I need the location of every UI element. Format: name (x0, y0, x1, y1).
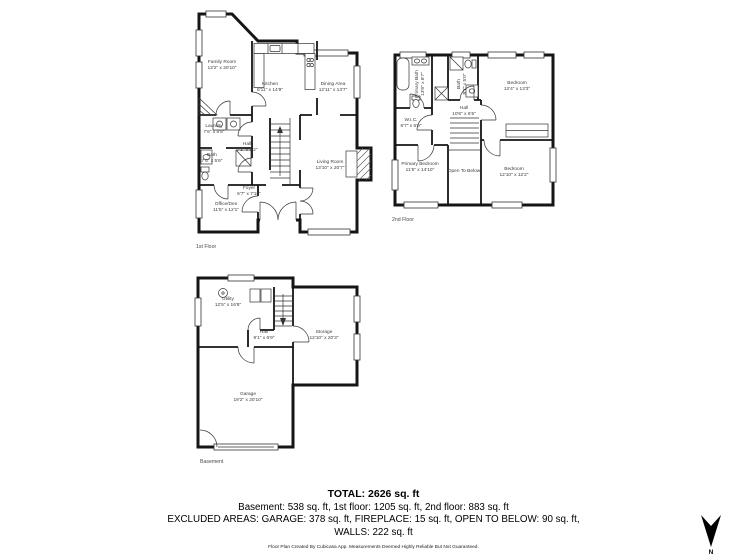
walls-area-text: WALLS: 222 sq. ft (334, 526, 413, 538)
room-label-family-room: Family Room 13'2" x 20'10" (207, 59, 237, 71)
room-label-bath-first: Bath 7'6" x 5'6" (201, 152, 223, 164)
room-label-primary-bath: Primary Bath 13'9" x 8'7" (414, 70, 426, 98)
area-summary (0, 488, 747, 550)
room-label-dining-area: Dining Area 12'11" x 13'7" (318, 81, 348, 93)
room-label-bedroom-right: Bedroom 12'10" x 12'2" (499, 166, 529, 178)
floor-label-first: 1st Floor (196, 244, 217, 250)
excluded-areas-text: EXCLUDED AREAS: GARAGE: 378 sq. ft, FIREPLACE: 15 sq. ft, OPEN TO BELOW: 90 sq. ft, (167, 514, 580, 525)
room-label-utility: Utility 12'5" x 16'8" (214, 296, 242, 308)
room-label-bath-second: Bath 8'7" x 5'0" (456, 73, 468, 95)
floor-label-second: 2nd Floor (392, 217, 414, 223)
room-label-open-to-below: Open To Below (447, 168, 481, 174)
room-label-hall-basement: Hall 9'1" x 6'9" (253, 329, 275, 341)
credit-text: Floor Plan Created By Cubicasa App. Measurements Deemed Highly Reliable But Not Guaranteed. (268, 544, 479, 550)
room-label-garage: Garage 19'2" x 20'10" (233, 391, 263, 403)
north-label: N (708, 549, 714, 556)
room-label-office-den: Office/Den 11'5" x 12'1" (213, 201, 239, 213)
room-label-laundry: Laundry 7'6" x 6'8" (203, 123, 225, 135)
room-label-bedroom-top: Bedroom 12'4" x 13'3" (503, 80, 531, 92)
floor-label-basement: Basement (200, 459, 224, 465)
room-label-kitchen: Kitchen 8'11" x 14'9" (257, 81, 283, 93)
room-label-primary-bedroom: Primary Bedroom 11'5" x 14'10" (401, 161, 439, 173)
room-label-hall-second: Hall 10'6" x 6'5" (452, 105, 476, 117)
room-label-foyer: Foyer 6'7" x 7'10" (237, 185, 261, 197)
floor-areas-text: Basement: 538 sq. ft, 1st floor: 1205 sq. ft, 2nd floor: 883 sq. ft (238, 501, 509, 513)
room-label-wic: W.I.C. 6'7" x 6'9" (400, 117, 422, 129)
room-label-living-room: Living Room 13'10" x 20'7" (315, 159, 345, 171)
room-label-hall-first: Hall 7'1" x 5'2" (236, 141, 258, 153)
total-area-text: TOTAL: 2626 sq. ft (327, 488, 420, 500)
room-label-storage: Storage 12'10" x 20'3" (309, 329, 339, 341)
